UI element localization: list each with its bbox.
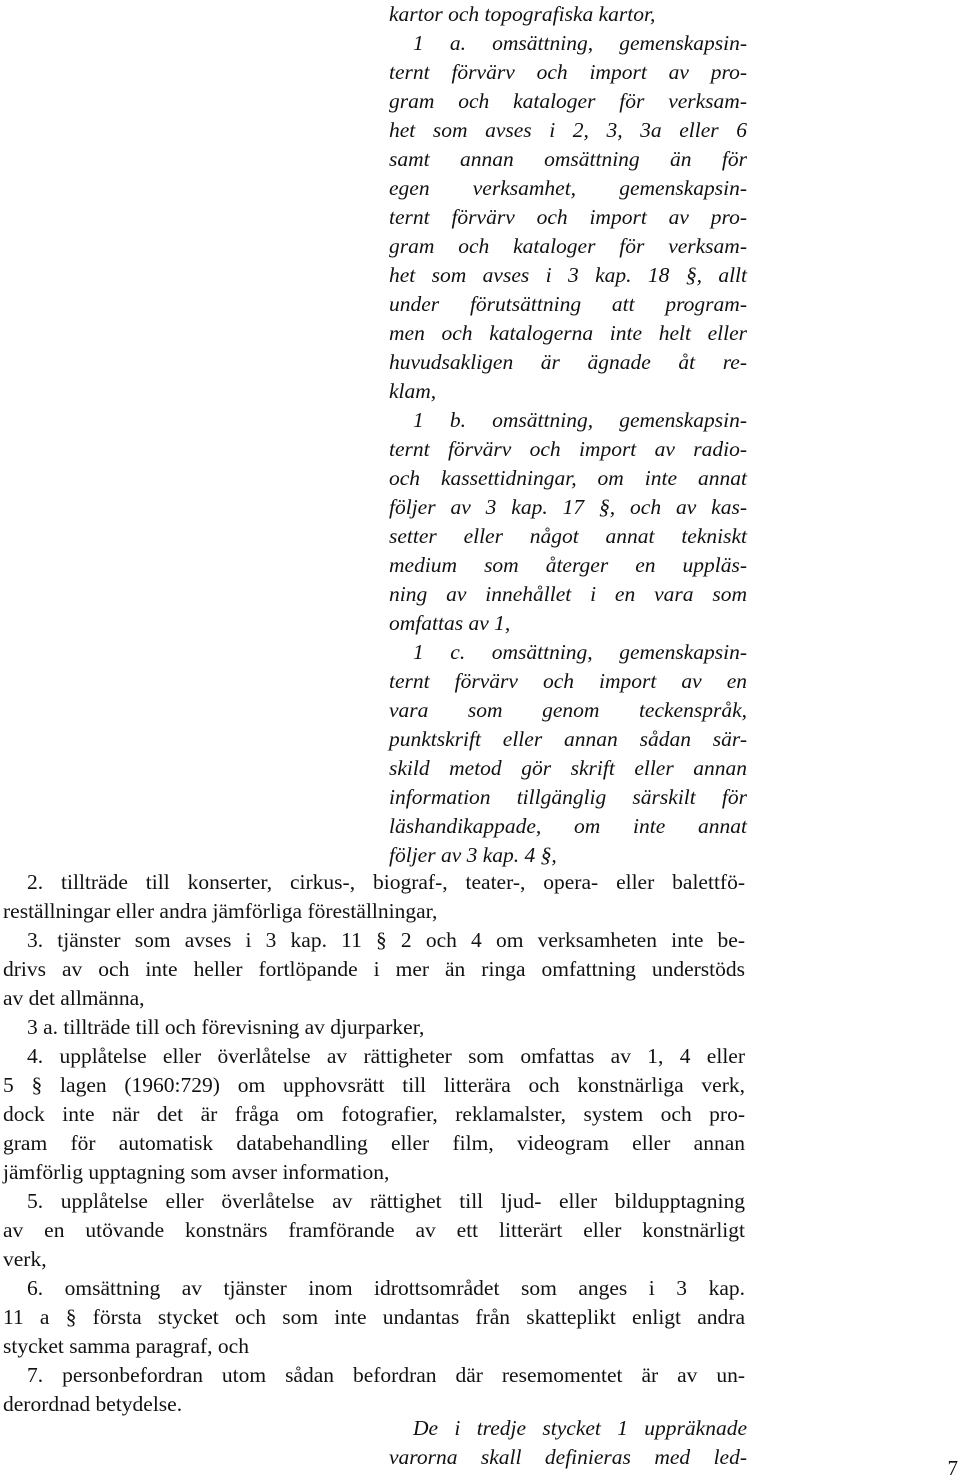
statute-body-text xyxy=(3,868,745,1419)
text-line: under förutsättning att program- xyxy=(389,292,747,316)
text-line: gram och kataloger för verksam- xyxy=(389,89,747,113)
text-line: 2. tillträde till konserter, cirkus-, biograf-, teater-, opera- eller balettfö- xyxy=(27,870,745,894)
text-line: 6. omsättning av tjänster inom idrottsområdet som anges i 3 kap. xyxy=(27,1276,745,1300)
text-line: varorna skall definieras med led- xyxy=(389,1445,747,1469)
text-line: De i tredje stycket 1 uppräknade xyxy=(413,1416,747,1440)
text-line: gram och kataloger för verksam- xyxy=(389,234,747,258)
text-line: följer av 3 kap. 17 §, och av kas- xyxy=(389,495,747,519)
text-line: punktskrift eller annan sådan sär- xyxy=(389,727,747,751)
text-line: jämförlig upptagning som avser information, xyxy=(3,1160,390,1184)
text-line: verk, xyxy=(3,1247,47,1271)
text-line: 1 c. omsättning, gemenskapsin- xyxy=(413,640,747,664)
text-line: het som avses i 2, 3, 3a eller 6 xyxy=(389,118,747,142)
text-line: av det allmänna, xyxy=(3,986,145,1010)
text-line: följer av 3 kap. 4 §, xyxy=(389,843,557,867)
text-line: men och katalogerna inte helt eller xyxy=(389,321,747,345)
text-line: ternt förvärv och import av en xyxy=(389,669,747,693)
closing-italic-paragraph xyxy=(389,1414,747,1472)
text-line: egen verksamhet, gemenskapsin- xyxy=(389,176,747,200)
text-line: stycket samma paragraf, och xyxy=(3,1334,249,1358)
text-line: av en utövande konstnärs framförande av ett litterärt eller konstnärligt xyxy=(3,1218,745,1242)
text-line: läshandikappade, om inte annat xyxy=(389,814,747,838)
text-line: information tillgänglig särskilt för xyxy=(389,785,747,809)
text-line: ternt förvärv och import av radio- xyxy=(389,437,747,461)
text-line: klam, xyxy=(389,379,437,403)
text-line: het som avses i 3 kap. 18 §, allt xyxy=(389,263,747,287)
text-line: 3. tjänster som avses i 3 kap. 11 § 2 och 4 om verksamheten inte be- xyxy=(27,928,745,952)
text-line: huvudsakligen är ägnade åt re- xyxy=(389,350,747,374)
page-number: 7 xyxy=(947,1456,958,1480)
text-line: 4. upplåtelse eller överlåtelse av rättigheter som omfattas av 1, 4 eller xyxy=(27,1044,745,1068)
text-line: och kassettidningar, om inte annat xyxy=(389,466,747,490)
text-line: skild metod gör skrift eller annan xyxy=(389,756,747,780)
text-line: drivs av och inte heller fortlöpande i mer än ringa omfattning understöds xyxy=(3,957,745,981)
text-line: 3 a. tillträde till och förevisning av djurparker, xyxy=(27,1015,425,1039)
text-line: setter eller något annat tekniskt xyxy=(389,524,747,548)
text-line: ternt förvärv och import av pro- xyxy=(389,205,747,229)
text-line: 1 b. omsättning, gemenskapsin- xyxy=(413,408,747,432)
text-line: kartor och topografiska kartor, xyxy=(389,2,656,26)
text-line: samt annan omsättning än för xyxy=(389,147,747,171)
text-line: ning av innehållet i en vara som xyxy=(389,582,747,606)
text-line: reställningar eller andra jämförliga föreställningar, xyxy=(3,899,438,923)
text-line: 5. upplåtelse eller överlåtelse av rättighet till ljud- eller bildupptagning xyxy=(27,1189,745,1213)
text-line: omfattas av 1, xyxy=(389,611,511,635)
text-line: medium som återger en uppläs- xyxy=(389,553,747,577)
text-line: dock inte när det är fråga om fotografier, reklamalster, system och pro- xyxy=(3,1102,745,1126)
italic-amendment-column xyxy=(389,0,747,870)
text-line: ternt förvärv och import av pro- xyxy=(389,60,747,84)
text-line: gram för automatisk databehandling eller film, videogram eller annan xyxy=(3,1131,745,1155)
text-line: derordnad betydelse. xyxy=(3,1392,183,1416)
text-line: 5 § lagen (1960:729) om upphovsrätt till litterära och konstnärliga verk, xyxy=(3,1073,745,1097)
text-line: 7. personbefordran utom sådan befordran där resemomentet är av un- xyxy=(27,1363,745,1387)
text-line: 11 a § första stycket och som inte undantas från skatteplikt enligt andra xyxy=(3,1305,745,1329)
text-line: vara som genom teckenspråk, xyxy=(389,698,747,722)
text-line: 1 a. omsättning, gemenskapsin- xyxy=(413,31,747,55)
